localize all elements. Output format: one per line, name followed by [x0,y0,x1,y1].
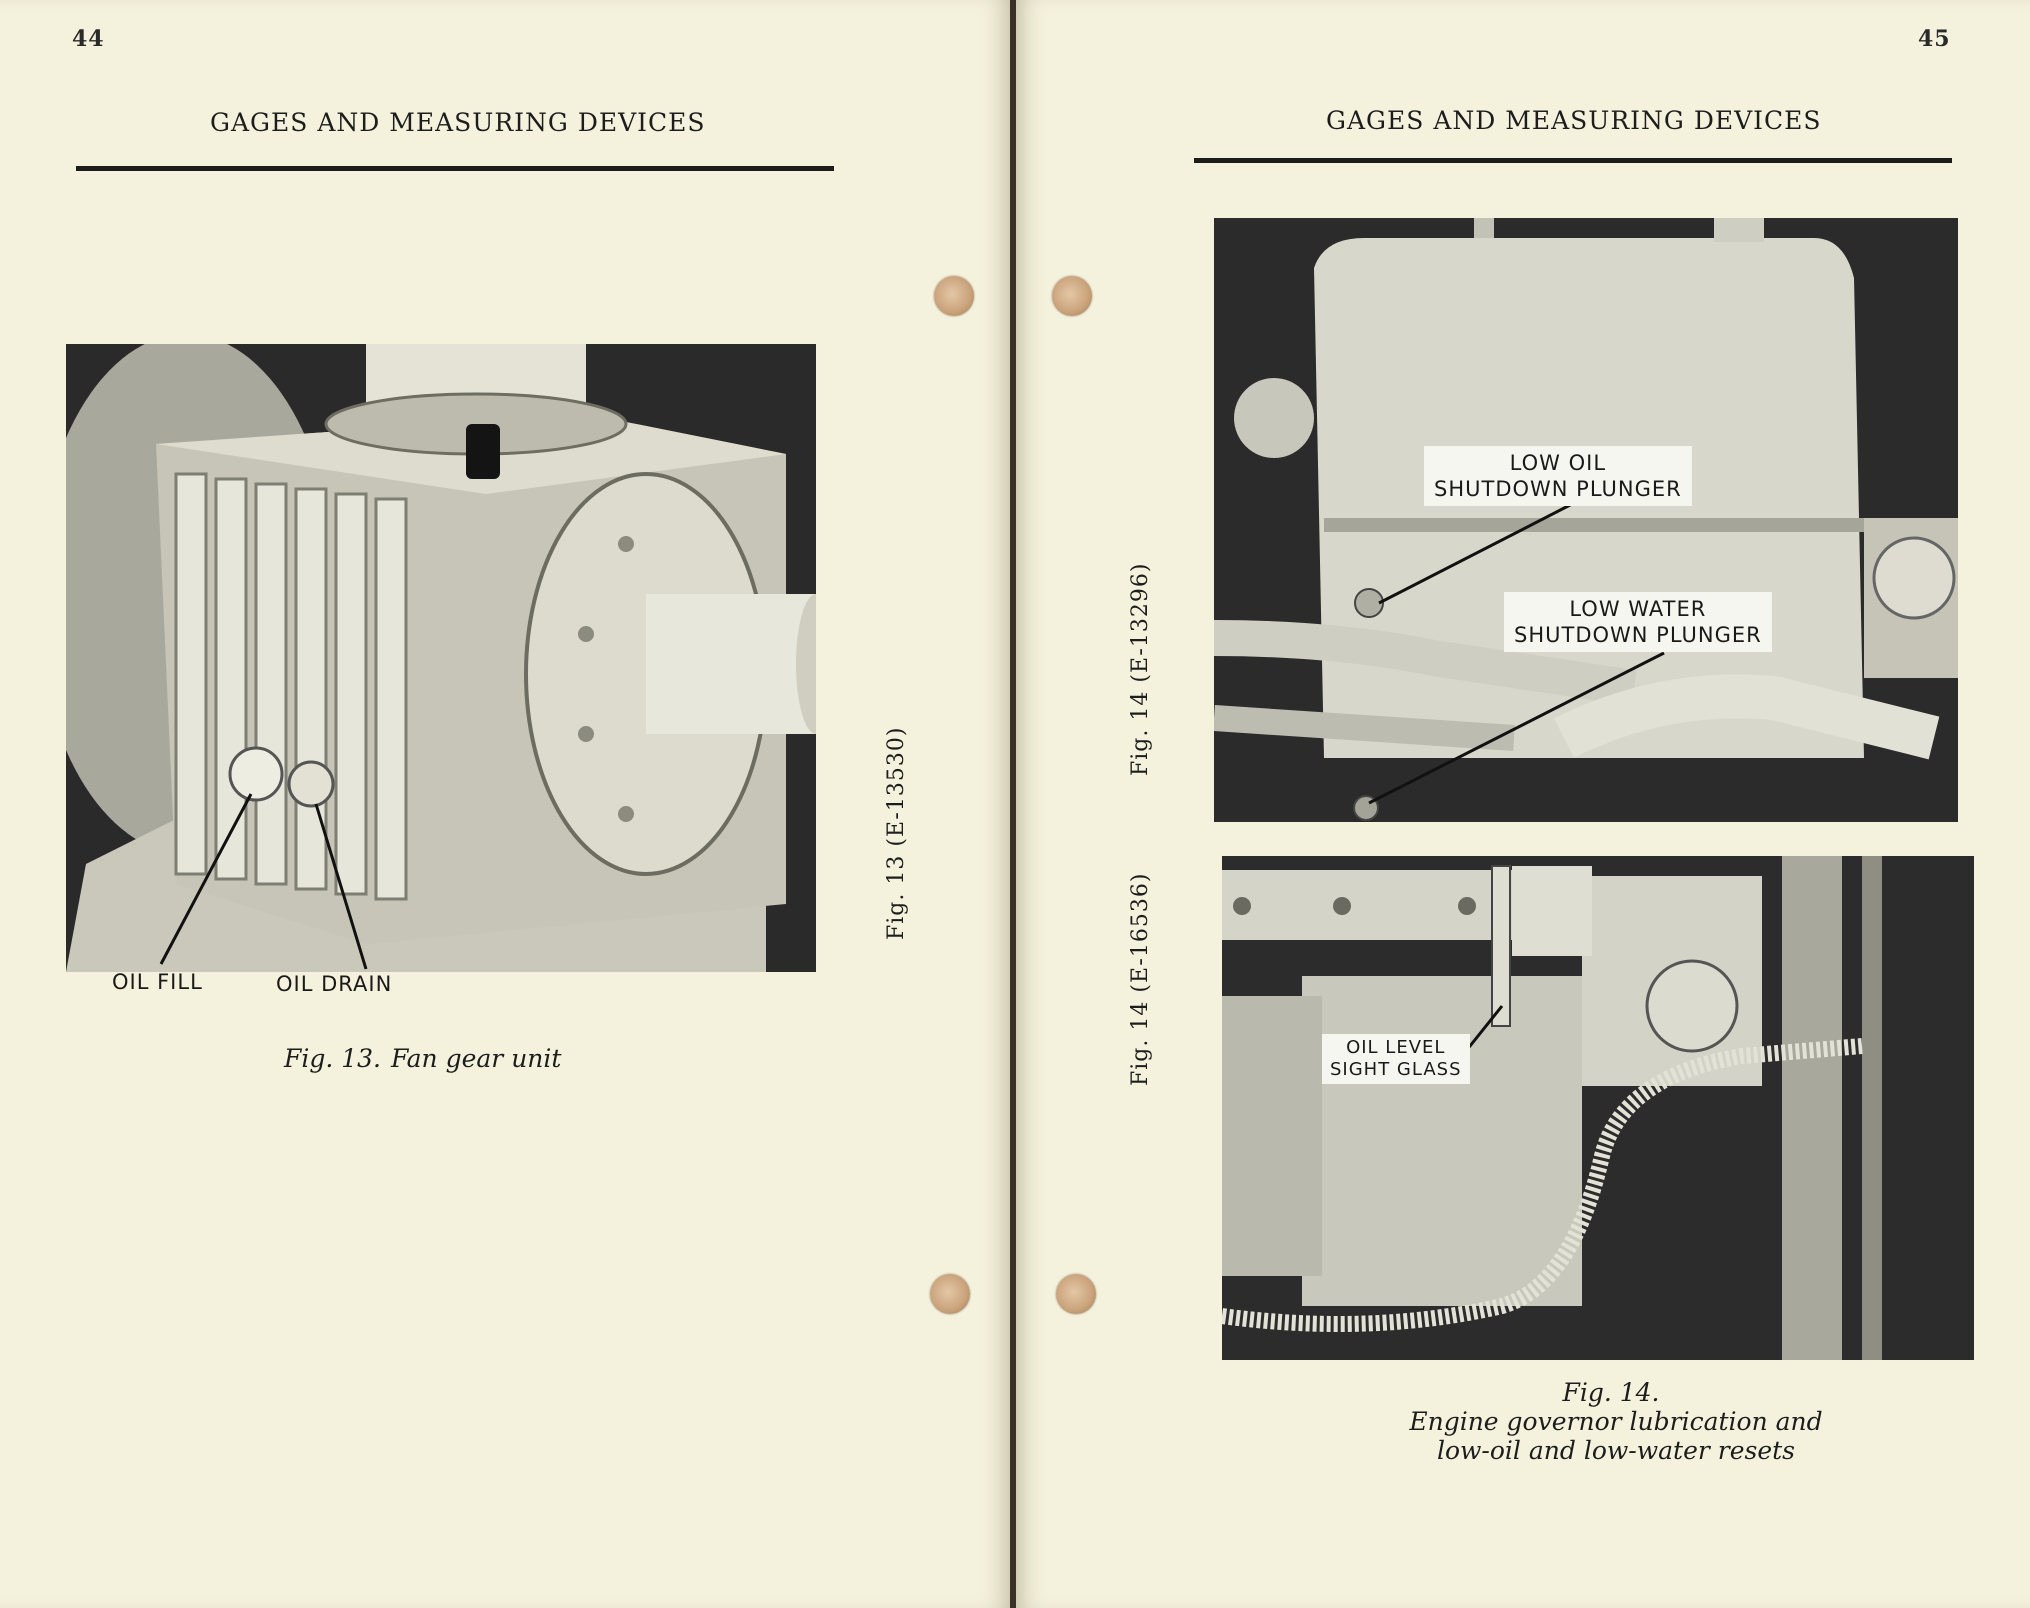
page-header-left: GAGES AND MEASURING DEVICES [210,108,706,137]
engine-tank-illustration [1214,218,1958,822]
label-oil-level-sight-glass [1322,1034,1470,1084]
label-low-water-line-2: SHUTDOWN PLUNGER [1514,623,1762,647]
callout-oil-fill: OIL FILL [112,970,203,994]
fan-gear-illustration [66,344,816,972]
label-sight-glass-line-2: SIGHT GLASS [1330,1059,1462,1080]
page-number-right: 45 [1918,26,1951,52]
punch-hole-top-left [934,276,974,316]
figure-14-caption-line-2: low-oil and low-water resets [1436,1436,1796,1465]
page-number-left: 44 [72,26,105,52]
figure-14-number: Fig. 14. [1562,1378,1660,1407]
punch-hole-bottom-left [930,1274,970,1314]
oil-level-sight-glass-photo [1222,856,1974,1360]
figure-13-title: Fan gear unit [391,1044,562,1073]
punch-hole-top-right [1052,276,1092,316]
label-sight-glass-line-1: OIL LEVEL [1346,1037,1446,1058]
label-low-water-line-1: LOW WATER [1569,597,1707,621]
governor-illustration [1222,856,1974,1360]
shutdown-plungers-photo [1214,218,1958,822]
figure-14-caption [1316,1378,1916,1465]
figure-14-caption-line-1 [1316,1378,1916,1436]
figure-14-bottom-side-label: Fig. 14 (E-16536) [1128,872,1153,1086]
label-low-oil-shutdown-plunger [1424,446,1692,506]
callout-oil-drain: OIL DRAIN [276,972,393,996]
left-page [0,0,1010,1608]
header-rule-right [1194,158,1952,163]
punch-hole-bottom-right [1056,1274,1096,1314]
label-low-oil-line-2: SHUTDOWN PLUNGER [1434,477,1682,501]
page-header-right: GAGES AND MEASURING DEVICES [1326,106,1822,135]
figure-13-side-label: Fig. 13 (E-13530) [884,726,909,940]
figure-13-number: Fig. 13. [284,1044,381,1073]
label-low-water-shutdown-plunger [1504,592,1772,652]
figure-13-caption [284,1044,561,1073]
right-page [1016,0,2030,1608]
label-low-oil-line-1: LOW OIL [1509,451,1607,475]
figure-14-caption-text-1: Engine governor lubrication and [1409,1407,1823,1436]
figure-14-top-side-label: Fig. 14 (E-13296) [1128,562,1153,776]
fan-gear-unit-photo [66,344,816,972]
header-rule-left [76,166,834,171]
